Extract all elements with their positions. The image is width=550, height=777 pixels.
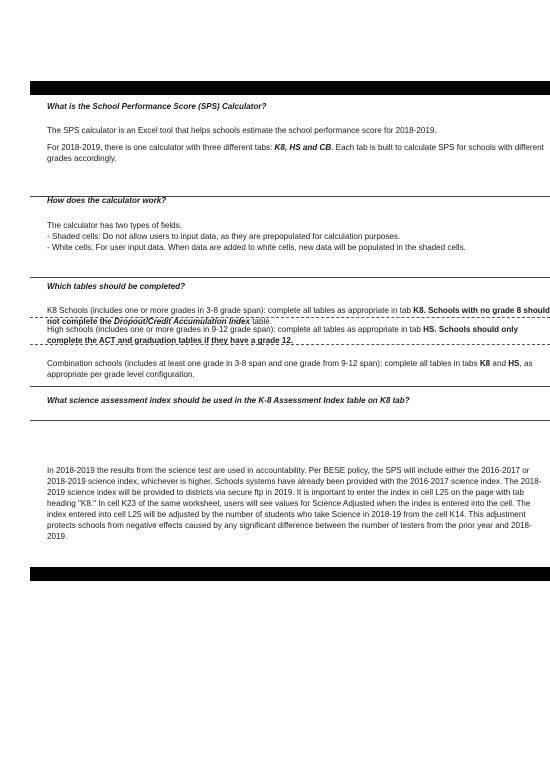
paragraph-cb <box>47 358 550 380</box>
section-divider <box>30 420 550 421</box>
paragraph: - White cells: For user input data. When data are added to white cells, new data will be populated in the shaded cells. <box>47 243 466 252</box>
science-paragraph-block <box>47 465 550 542</box>
tab-name: K8 <box>479 359 491 368</box>
question-heading: What is the School Performance Score (SPS) Calculator? <box>47 102 267 111</box>
paragraph <box>47 142 550 164</box>
paragraph: The calculator has two types of fields. <box>47 221 182 230</box>
text-run: High schools (includes one or more grades in 9-12 grade span): complete all tables as appropriate in tab <box>47 325 424 334</box>
section-divider <box>30 386 550 387</box>
text-run: and <box>490 359 509 368</box>
tab-name: HS <box>508 359 520 368</box>
question-heading: How does the calculator work? <box>47 196 167 205</box>
text-run: . Each tab is built to calculate SPS for schools with different grades accordingly. <box>47 143 544 163</box>
paragraph-hs-block <box>47 324 550 346</box>
question-heading: Which tables should be completed? <box>47 282 186 291</box>
section-sps-calculator <box>47 101 550 164</box>
paragraph-cb-block <box>47 358 550 380</box>
tab-names: K8, HS and CB <box>274 143 332 152</box>
dashed-divider <box>30 344 550 345</box>
section-how-it-works <box>47 195 550 253</box>
text-run: K8 Schools (includes one or more grades in 3-8 grade span): complete all tables as appropriate in tab <box>47 306 414 315</box>
text-run: Combination schools (includes at least one grade in 3-8 span and one grade from 9-12 span): complete all tables in tabs <box>47 359 480 368</box>
paragraph-hs <box>47 324 550 346</box>
paragraph: In 2018-2019 the results from the science test are used in accountability. Per BESE policy, the SPS will include either the 2016-2017 or 2018-2019 science index, whichever is higher. Schools systems have already been provided with the 2016-2017 science index. The 2018-2019 science index will be provided to districts via secure ftp in 2019. It is important to enter the index in cell L25 on the page with tab heading "K8." In cell K23 of the same worksheet, users will see values for Science Adjusted when the index is entered into the cell. The index entered into cell L25 will be adjusted by the number of students who take Science in 2018-19 from the cell K14. This adjustment protects schools from negative effects caused by any significant difference between the number of testers from the prior year and 2018-2019. <box>47 466 542 541</box>
text-run: , as appropriate per grade level configuration. <box>47 359 533 379</box>
text-run: table. <box>249 317 273 326</box>
table-name: Dropout/Credit Accumulation Index <box>114 317 250 326</box>
section-divider <box>30 277 550 278</box>
text-run-bold: HS. Schools should only complete the ACT and graduation tables if they have a grade 12. <box>47 325 519 345</box>
paragraph: The SPS calculator is an Excel tool that helps schools estimate the school performance score for 2018-2019. <box>47 126 437 135</box>
text-run-bold: K8. Schools with no grade 8 should not complete the <box>47 306 550 326</box>
top-black-bar <box>30 81 550 95</box>
question-heading: What science assessment index should be used in the K-8 Assessment Index table on K8 tab? <box>47 396 410 405</box>
section-tables <box>47 281 550 327</box>
dashed-divider <box>30 317 550 318</box>
text-run: For 2018-2019, there is one calculator with three different tabs: <box>47 143 275 152</box>
paragraph: - Shaded cells: Do not allow users to input data, as they are prepopulated for calculation purposes. <box>47 232 401 241</box>
bottom-black-bar <box>30 567 550 581</box>
